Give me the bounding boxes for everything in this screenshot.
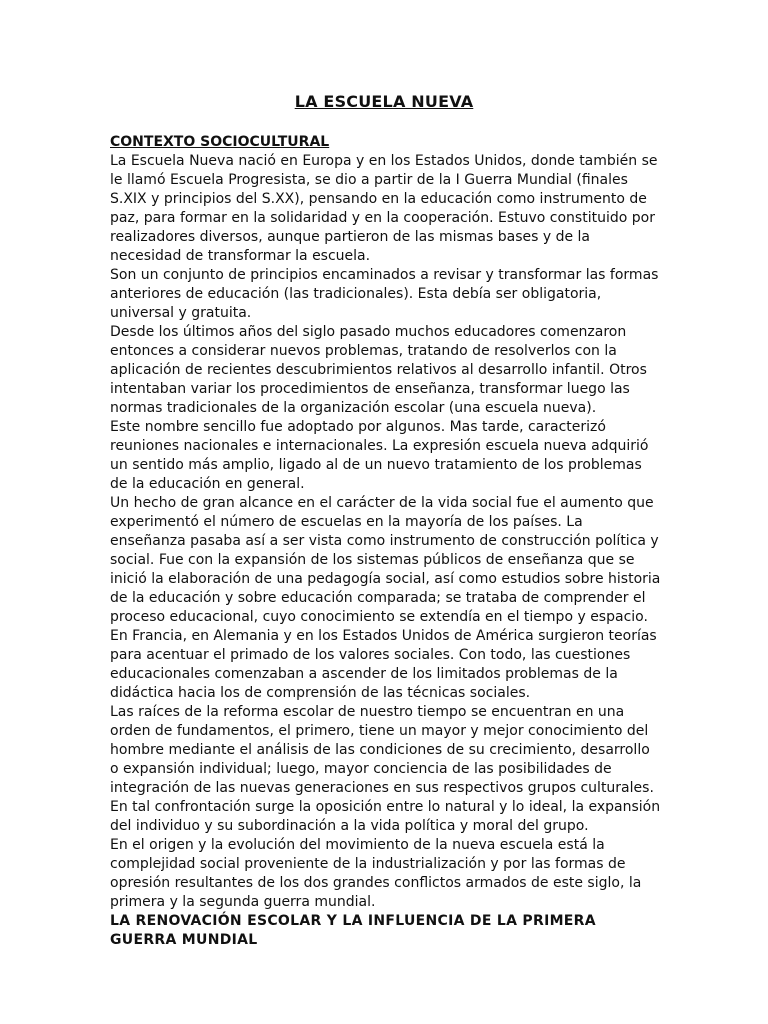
paragraph: Son un conjunto de principios encaminados a revisar y transformar las formas anteriores de educación (las tradicionales). Esta debía ser obligatoria, universal y gratuita. xyxy=(110,267,659,321)
section-heading-contexto: CONTEXTO SOCIOCULTURAL xyxy=(110,134,330,150)
paragraph: Un hecho de gran alcance en el carácter de la vida social fue el aumento que experimentó el número de escuelas en la mayoría de los países. La enseñanza pasaba así a ser vista como instrumento de construcción política y social. Fue con la expansión de los sistemas públicos de enseñanza que se inició la elaboración de una pedagogía social, así como estudios sobre historia de la educación y sobre educación comparada; se trataba de comprender el proceso educacional, cuyo conocimiento se extendía en el tiempo y espacio. En Francia, en Alemania y en los Estados Unidos de América surgieron teorías para acentuar el primado de los valores sociales. Con todo, las cuestiones educacionales comenzaban a ascender de los limitados problemas de la didáctica hacia los de comprensión de las técnicas sociales. xyxy=(110,495,661,701)
paragraph: Este nombre sencillo fue adoptado por algunos. Mas tarde, caracterizó reuniones nacionales e internacionales. La expresión escuela nueva adquirió un sentido más amplio, ligado al de un nuevo tratamiento de los problemas de la educación en general. xyxy=(110,419,649,492)
section-heading-renovacion: LA RENOVACIÓN ESCOLAR Y LA INFLUENCIA DE LA PRIMERA GUERRA MUNDIAL xyxy=(110,913,596,948)
document-title: LA ESCUELA NUEVA xyxy=(294,92,474,111)
document-body xyxy=(110,133,662,950)
paragraph: En el origen y la evolución del movimiento de la nueva escuela está la complejidad social proveniente de la industrialización y por las formas de opresión resultantes de los dos grandes conflictos armados de este siglo, la primera y la segunda guerra mundial. xyxy=(110,837,642,910)
paragraph: La Escuela Nueva nació en Europa y en los Estados Unidos, donde también se le llamó Escuela Progresista, se dio a partir de la I Guerra Mundial (finales S.XIX y principios del S.XX), pensando en la educación como instrumento de paz, para formar en la solidaridad y en la cooperación. Estuvo constituido por realizadores diversos, aunque partieron de las mismas bases y de la necesidad de transformar la escuela. xyxy=(110,153,658,264)
paragraph: Las raíces de la reforma escolar de nuestro tiempo se encuentran en una orden de fundamentos, el primero, tiene un mayor y mejor conocimiento del hombre mediante el análisis de las condiciones de su crecimiento, desarrollo o expansión individual; luego, mayor conciencia de las posibilidades de integración de las nuevas generaciones en sus respectivos grupos culturales. En tal confrontación surge la oposición entre lo natural y lo ideal, la expansión del individuo y su subordinación a la vida política y moral del grupo. xyxy=(110,704,661,834)
paragraph: Desde los últimos años del siglo pasado muchos educadores comenzaron entonces a considerar nuevos problemas, tratando de resolverlos con la aplicación de recientes descubrimientos relativos al desarrollo infantil. Otros intentaban variar los procedimientos de enseñanza, transformar luego las normas tradicionales de la organización escolar (una escuela nueva). xyxy=(110,324,647,416)
